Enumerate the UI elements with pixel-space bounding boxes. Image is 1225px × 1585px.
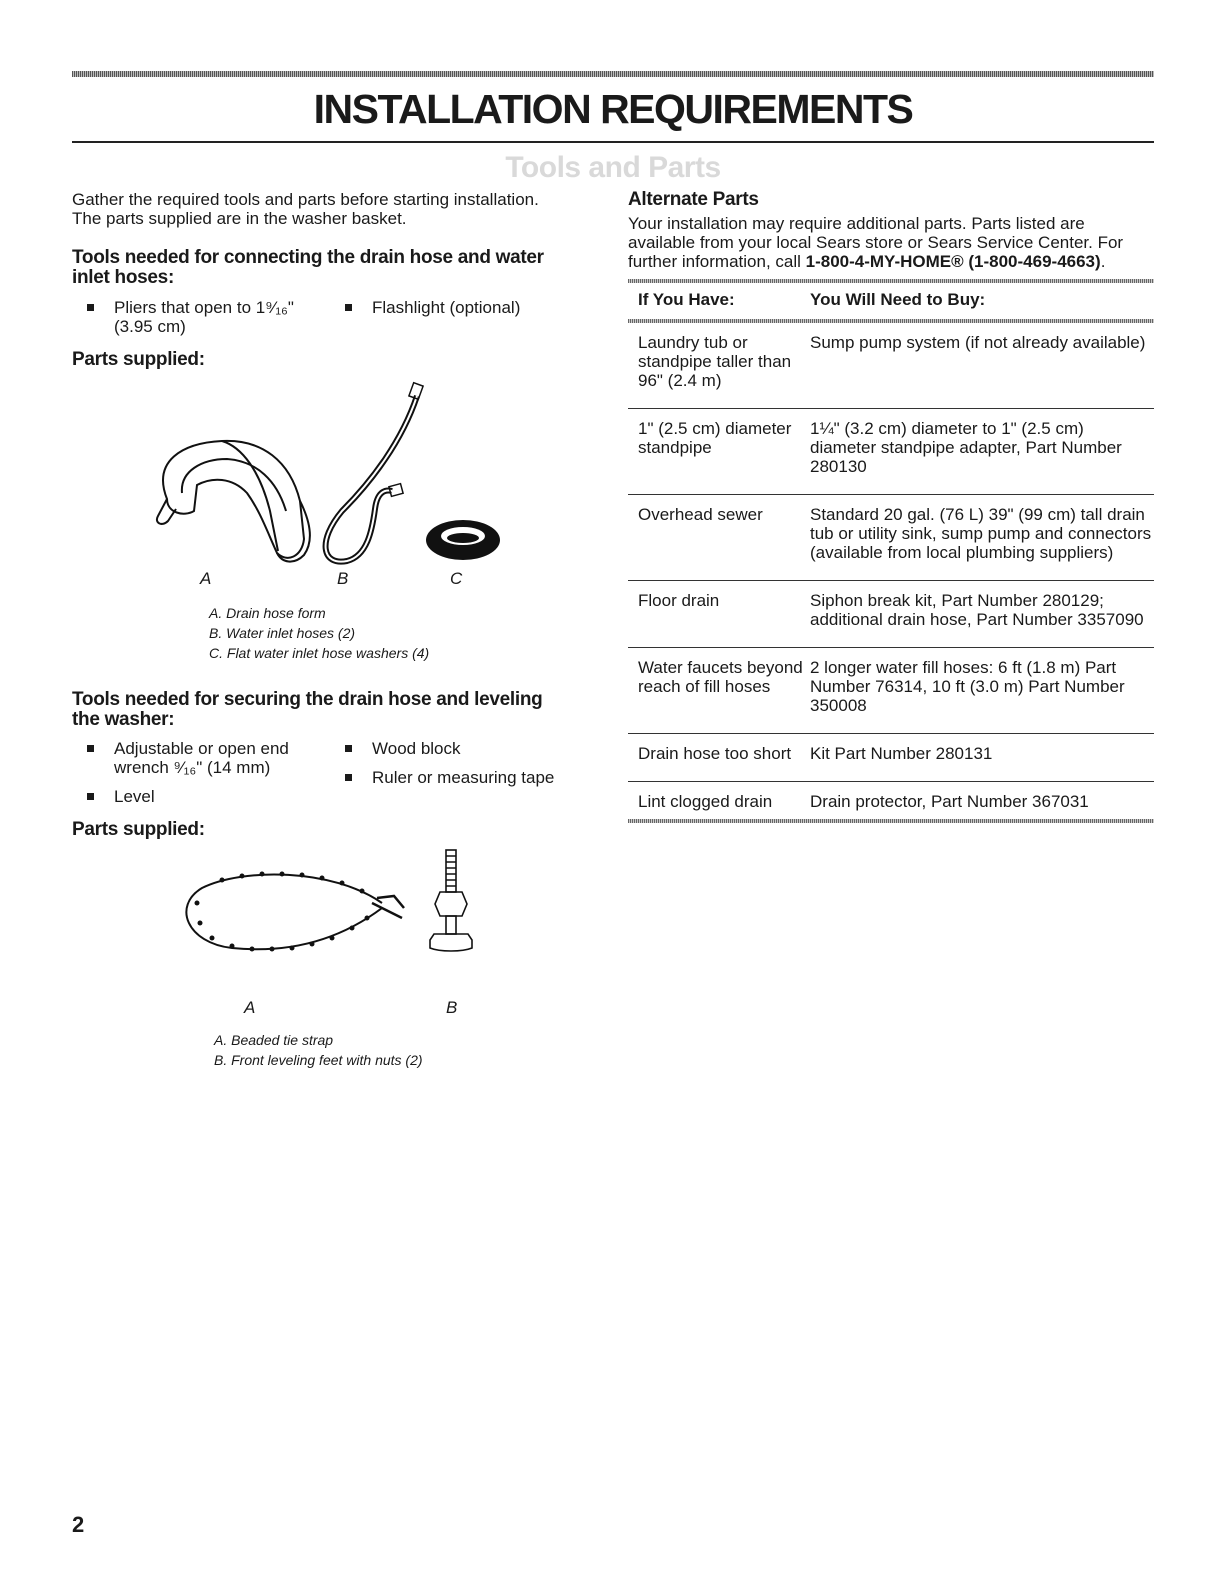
table-cell-buy: 1¼" (3.2 cm) diameter to 1" (2.5 cm) diameter standpipe adapter, Part Number 280130 [810, 409, 1154, 495]
tie-strap-feet-illustration [72, 848, 592, 978]
figure-letter: A [244, 998, 256, 1017]
water-inlet-hoses-icon [326, 383, 424, 562]
phone-number: 1-800-4-MY-HOME® (1-800-469-4663) [805, 252, 1101, 271]
top-dotted-rule [72, 71, 1154, 77]
list-item: Pliers that open to 1⁹⁄₁₆" (3.95 cm) [72, 298, 330, 336]
list-item: Level [72, 787, 330, 806]
beaded-tie-strap-icon [186, 872, 404, 952]
drain-hose-parts-illustration [72, 381, 592, 576]
table-cell-buy: Drain protector, Part Number 367031 [810, 792, 1089, 811]
tools-securing-heading: Tools needed for securing the drain hose and leveling the washer: [72, 689, 543, 730]
table-cell-have: 1" (2.5 cm) diameter standpipe [628, 409, 810, 495]
title-rule [72, 141, 1154, 143]
figure-captions-2 [214, 1030, 592, 1070]
table-row [628, 581, 1154, 648]
table-cell-have: Drain hose too short [628, 734, 810, 782]
table-cell-have: Floor drain [628, 581, 810, 648]
figure-caption: A. Drain hose form [209, 605, 326, 621]
page-title: INSTALLATION REQUIREMENTS [313, 86, 913, 132]
figure-caption: B. Water inlet hoses (2) [209, 625, 356, 641]
right-column [628, 190, 1154, 823]
table-cell-buy: Siphon break kit, Part Number 280129; additional drain hose, Part Number 3357090 [810, 581, 1154, 648]
parts-supplied-heading: Parts supplied: [72, 349, 205, 370]
table-row [628, 734, 1154, 782]
figure-letters-1 [72, 569, 592, 589]
alternate-parts-heading: Alternate Parts [628, 189, 759, 210]
leveling-foot-icon [430, 850, 472, 951]
table-cell-buy: 2 longer water fill hoses: 6 ft (1.8 m) Part Number 76314, 10 ft (3.0 m) Part Number 350008 [810, 648, 1154, 734]
table-cell-buy: Sump pump system (if not already available) [810, 323, 1154, 409]
list-item: Flashlight (optional) [330, 298, 570, 336]
figure-captions-1 [209, 603, 592, 663]
parts-supplied-heading-2: Parts supplied: [72, 819, 205, 840]
tools-connecting-heading: Tools needed for connecting the drain hose and water inlet hoses: [72, 247, 544, 288]
list-item: Adjustable or open end wrench ⁹⁄₁₆" (14 mm) [72, 739, 330, 777]
tools-securing-list [72, 739, 592, 806]
alternate-parts-table [628, 283, 1154, 819]
table-header-row [628, 283, 1154, 319]
figure-letter: A [200, 569, 212, 588]
figure-caption: B. Front leveling feet with nuts (2) [214, 1052, 423, 1068]
table-row [628, 495, 1154, 581]
table-header-buy: You Will Need to Buy: [810, 290, 986, 309]
table-cell-buy: Kit Part Number 280131 [810, 734, 1154, 782]
figure-letters-2 [72, 998, 592, 1018]
list-item: Wood block [330, 739, 570, 758]
tools-connecting-list [72, 298, 592, 336]
sentence-period: . [1100, 252, 1106, 271]
table-cell-have: Lint clogged drain [638, 792, 773, 811]
flat-washer-icon [426, 520, 500, 560]
section-title: Tools and Parts [505, 151, 721, 184]
list-item: Ruler or measuring tape [330, 768, 570, 787]
table-bottom-rule [628, 819, 1154, 823]
table-row [628, 782, 1154, 820]
intro-text: Gather the required tools and parts before starting installation. The parts supplied are in the washer basket. [72, 190, 539, 228]
table-cell-have: Laundry tub or standpipe taller than 96" (2.4 m) [628, 323, 810, 409]
table-header-have: If You Have: [638, 290, 735, 309]
alternate-parts-body: Your installation may require additional parts. Parts listed are available from your local Sears store or Sears Service Center. For further information, call [628, 214, 1124, 271]
figure-caption: C. Flat water inlet hose washers (4) [209, 645, 430, 661]
table-cell-buy: Standard 20 gal. (76 L) 39" (99 cm) tall drain tub or utility sink, sump pump and connectors (available from local plumbing suppliers) [810, 495, 1154, 581]
table-cell-have: Water faucets beyond reach of fill hoses [628, 648, 810, 734]
figure-letter: C [450, 569, 463, 588]
figure-letter: B [337, 569, 349, 588]
table-row [628, 648, 1154, 734]
table-row [628, 323, 1154, 409]
table-cell-have: Overhead sewer [628, 495, 810, 581]
drain-hose-form-icon [157, 441, 310, 562]
alternate-parts-text [628, 214, 1154, 271]
figure-caption: A. Beaded tie strap [214, 1032, 334, 1048]
page-number: 2 [72, 1512, 85, 1537]
table-row [628, 409, 1154, 495]
left-column [72, 190, 592, 1070]
figure-letter: B [446, 998, 458, 1017]
